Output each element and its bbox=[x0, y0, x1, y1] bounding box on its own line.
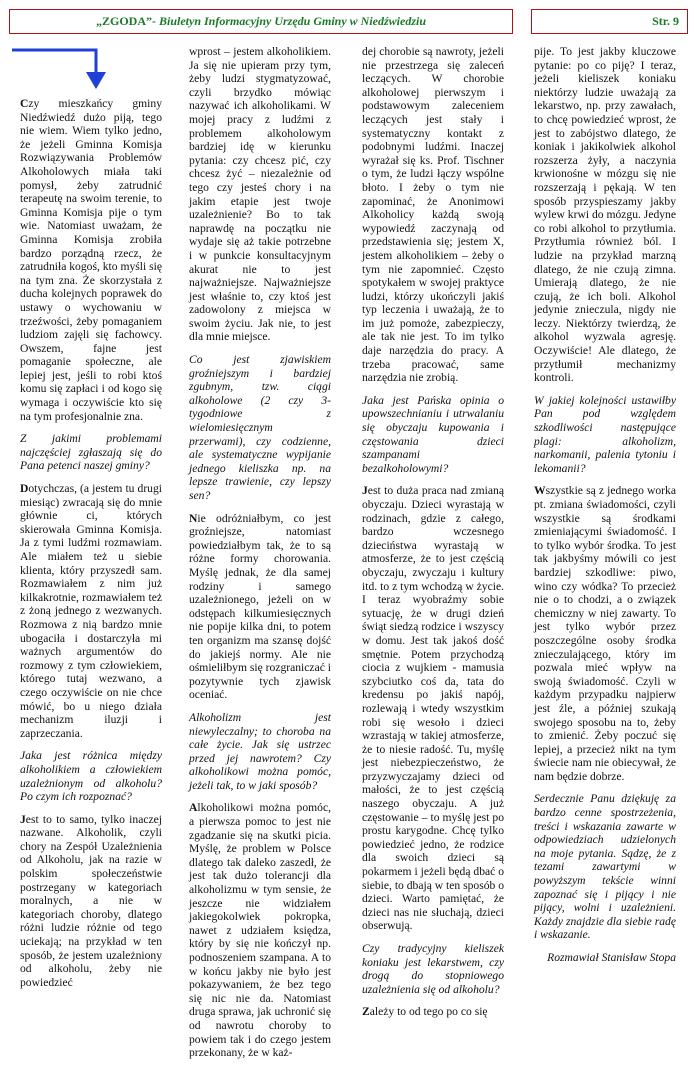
drop-cap: C bbox=[20, 97, 29, 110]
interview-answer bbox=[189, 801, 331, 1059]
interview-answer bbox=[362, 45, 504, 385]
text-column-4 bbox=[534, 45, 676, 974]
drop-cap: J bbox=[20, 812, 26, 826]
drop-cap: N bbox=[189, 511, 198, 525]
interview-question bbox=[189, 711, 331, 793]
interview-answer bbox=[534, 45, 676, 385]
paragraph-text: lkoholikowi można pomóc, a pierwsza pomoc to jest nie zgadzanie się na skutki picia. Myślę, że problem w Polsce dlatego tak daleko zaszedł, że jest tak dużo tolerancji dla alkoholizmu w tym sensie, że jeszcze nie widziałem jakiegokolwiek pokropka, nawet z udziałem księdza, który by się nie kończył np. podnoszeniem szampana. A to w końcu jakby nie było jest pokazywaniem, że bez tego się nic nie da. Natomiast druga sprawa, jak uchronić się od nawrotu choroby to powiem tak i do czego jestem przekonany, że w każ- bbox=[189, 801, 331, 1060]
newsletter-subtitle: - Biuletyn Informacyjny Urzędu Gminy w Niedźwiedziu bbox=[152, 14, 427, 28]
paragraph-text: Serdecznie Panu dziękuję za bardzo cenne spostrzeżenia, treści i wskazania zawarte w odpowiedziach udzielonych na moje pytania. Sądzę, że z tezami zawartymi w powyższym tekście winni zapoznać się i pijący i nie pijący, wolni i uzależnieni. Każdy znajdzie dla siebie radę i wskazanie. bbox=[534, 792, 676, 942]
paragraph-text: Alkoholizm jest niewyleczalny; to choroba na całe życie. Jak się ustrzec przed jej nawrotem? Czy alkoholikowi można pomóc, jeżeli tak, to w jaki sposób? bbox=[189, 710, 331, 792]
interview-answer bbox=[362, 1005, 504, 1019]
paragraph-text: otychczas, (a jestem tu drugi miesiąc) zwracają się do mnie głównie ci, których skierowała Gminna Komisja. Ja z tymi ludźmi rozmawiam. Ale miałem też u siebie klienta, który przyszedł sam. Rozmawiałem z nim już kilkakrotnie, rozmawiałem też z żoną jednego z wezwanych. Rozmowa z nią bardzo mnie ubogaciła i dostarczyła mi ważnych argumentów do rozmowy z tym człowiekiem, którego tutaj wezwano, a czego oczywiście on nie chce mówić, bo u niego działa mechanizm iluzji i zaprzeczania. bbox=[20, 482, 162, 740]
newsletter-name: „ZGODA” bbox=[95, 14, 152, 28]
paragraph-text: W jakiej kolejności ustawiłby Pan pod względem szkodliwości następujące plagi: alkoholizm, narkomanii, palenia tytoniu i lekomanii? bbox=[534, 393, 676, 475]
interview-answer bbox=[189, 512, 331, 702]
drop-cap: Z bbox=[362, 1005, 370, 1019]
paragraph-text: pije. To jest jakby kluczowe pytanie: po co piję? I teraz, jeżeli kieliszek koniaku niektórzy ludzie uważają za lekarstwo, np. przy zawałach, to chcę powiedzieć wprost, że jest to zabójstwo dlatego, że koniak i jakikolwiek alkohol rozszerza żyły, a naczynia krwionośne w mózgu się nie rozszerzają i pękają. W ten sposób przyspieszamy jakby wylew krwi do mózgu. Jedyne co robi alkohol to przytłumia. Przytłumia również ból. I ludzie na przykład marzną dlatego, że nie czują zimna. Umierają dlatego, że nie czują, że ich boli. Alkohol jedynie znieczula, nigdy nie leczy. Niektórzy twierdzą, że alkohol wyzwala agresję. Oczywiście! Ale dlatego, że przytłumił mechanizmy kontroli. bbox=[534, 45, 676, 385]
drop-cap: A bbox=[189, 801, 198, 815]
paragraph-text: dej chorobie są nawroty, jeżeli nie przestrzega się zaleceń leczących. W chorobie alkoholowej pierwszym i podstawowym zaleceniem leczących jest stały i systematyczny kontakt z podobnymi ludźmi. Inaczej wyrażał się ks. Prof. Tischner o tym, że ludzi łączy wspólne błoto. I żeby o tym nie zapominać, że Anonimowi Alkoholicy każdą swoją wypowiedź zaczynają od przedstawienia się; jestem X, jestem alkoholikiem – żeby o tym nie zapomnieć. Często spotykałem w swojej praktyce ludzi, którzy ukończyli jakiś typ leczenia i uważają, że to im już pomoże, zabezpieczy, ale tak nie jest. To im tylko daje narzędzia do pracy. A trzeba pracować, same narzędzia nie zrobią. bbox=[362, 45, 504, 385]
paragraph-text: Z jakimi problemami najczęściej zgłaszają się do Pana petenci naszej gminy? bbox=[20, 432, 162, 473]
interview-answer bbox=[20, 813, 162, 990]
paragraph-text: Jaka jest Pańska opinia o upowszechnianiu i utrwalaniu się obyczaju kupowania i częstowania dzieci szampanami bezalkoholowymi? bbox=[362, 393, 504, 475]
paragraph-text: szystkie są z jednego worka pt. zmiana świadomości, czyli wszystkie są środkami zmieniającymi świadomość. I to tylko wybór środka. To jest tak jakbyśmy mówili co jest bardziej szkodliwe: piwo, wino czy wódka? To przecież nie o to chodzi, a o związek chemiczny w niej zawarty. To jest tylko wybór przez poszczególne osoby środka znieczulającego, który im pozwala mieć wpływ na swoją świadomość. Czyli w każdym przypadku najpierw jest źle, a później szukają swojego sposobu na to, żeby to zmienić. Żeby poczuć się lepiej, a przecież nikt na tym świecie nam nie obiecywał, że nam będzie dobrze. bbox=[534, 484, 676, 783]
paragraph-text: Jaka jest różnica między alkoholikiem a człowiekiem uzależnionym od alkoholu? Po czym ich rozpoznać? bbox=[20, 749, 162, 804]
interview-answer bbox=[189, 45, 331, 344]
text-column-2 bbox=[189, 45, 331, 1069]
interview-question bbox=[20, 432, 162, 473]
text-column-1 bbox=[20, 97, 162, 998]
arrow-down-right-icon bbox=[10, 46, 106, 90]
paragraph-text: est to to samo, tylko inaczej nazwane. Alkoholik, czyli chory na Zespół Uzależnienia od Alkoholu, jak na razie w polskim społeczeństwie postrzegany w kategoriach moralnych, a nie w kategoriach choroby, dlatego różni ludzie różnie od tego uciekają; na przykład w ten sposób, że jestem uzależniony od alkoholu, żeby nie powiedzieć bbox=[20, 812, 162, 989]
interview-question bbox=[534, 394, 676, 476]
interview-question bbox=[362, 942, 504, 996]
page-number: Str. 9 bbox=[652, 14, 679, 28]
drop-cap: J bbox=[362, 484, 368, 498]
interview-answer bbox=[20, 482, 162, 740]
interview-question bbox=[20, 749, 162, 803]
interview-answer bbox=[20, 97, 162, 423]
paragraph-text: zy mieszkańcy gminy Niedźwiedź dużo piją, tego nie wiem. Wiem tylko jedno, że jeżeli Gminna Komisja Rozwiązywania Problemów Alkoholowych miała taki pomysł, żeby zatrudnić terapeutę na swoim terenie, to Gminna Komisja pije o tym wie. Natomiast uważam, że Gminna Komisja zrobiła bardzo porządną rzecz, że zatrudniła kogoś, kto myśli się na tym zna. Że skorzystała z ducha kolejnych poprawek do ustawy o wychowaniu w trzeźwości, żeby pomaganiem ludziom zajęli się fachowcy. Owszem, fajne jest pomaganie społeczne, ale lepiej jest, jeśli to robi ktoś komu się zapłaci i od kogo się wymaga i oczywiście kto się na tym profesjonalnie zna. bbox=[20, 97, 163, 423]
interview-question bbox=[534, 792, 676, 942]
page-number-box bbox=[531, 9, 688, 34]
paragraph-text: Czy tradycyjny kieliszek koniaku jest lekarstwem, czy drogą do stopniowego uzależnienia się od alkoholu? bbox=[362, 942, 504, 996]
interview-question bbox=[362, 394, 504, 476]
interview-question bbox=[189, 353, 331, 503]
header-title-box bbox=[9, 9, 513, 34]
paragraph-text: Co jest zjawiskiem groźniejszym i bardziej zgubnym, tzw. ciągi alkoholowe (2 czy 3-tygodniowe z wielomiesięcznym przerwami), czy codzienne, ale systematyczne wypijanie jednego kieliszka np. na lepsze trawienie, czy lepszy sen? bbox=[189, 353, 331, 502]
author-signature bbox=[534, 951, 676, 965]
interview-answer bbox=[534, 484, 676, 783]
paragraph-text: est to duża praca nad zmianą obyczaju. Dzieci wyrastają w rodzinach, gdzie z całego, bardzo wczesnego dzieciństwa wyrastają w atmosferze, że to jest częścią obyczaju, zwyczaju i kultury itd. to z tym wchodzą w życie. I teraz wyobraźmy sobie sytuację, że w drugi dzień świąt siedzą rodzice i wszyscy w domu. Jest tak jakoś dość smętnie. Potem przychodzą ciocia z wujkiem - mamusia szybciutko coś da, tata do kredensu po jakiś napój, rozlewają i wtedy wszystkim robi się wesoło i dzieci wzrastają w takiej atmosferze, że to niesie radość. Tu, myślę jest niebezpieczeństwo, że przyzwyczajamy dzieci od małości, że to jest częścią naszego obyczaju. A już częstowanie – to myślę jest po prostu karygodne. Chcę tylko powiedzieć jedno, że rodzice dla swoich dzieci są pokarmem i jeżeli będą dbać o siebie, to dbają w ten sposób o dzieci. Warto pamiętać, że dzieci nas nie słuchają, dzieci obserwują. bbox=[362, 484, 505, 933]
paragraph-text: Rozmawiał Stanisław Stopa bbox=[547, 951, 676, 964]
drop-cap: D bbox=[20, 482, 29, 496]
text-column-3 bbox=[362, 45, 504, 1028]
interview-answer bbox=[362, 484, 504, 933]
paragraph-text: wprost – jestem alkoholikiem. Ja się nie upieram przy tym, żeby ludzi stygmatyzować, czyli brzydko mówiąc nazywać ich alkoholikami. W mojej pracy z ludźmi z problemem alkoholowym bardziej idę w kierunku pytania: czy chcesz pić, czy chcesz żyć – niezależnie od tego czy jesteś chory i na jakim etapie jest twoje uzależnienie? Bo to tak naprawdę na początku nie wydaje się aż takie potrzebne i w punkcie konsultacyjnym akurat nie to jest najważniejsze. Najważniejsze jest właśnie to, czy ktoś jest zadowolony z miejsca w swoim życiu. Jak nie, to jest dla mnie miejsce. bbox=[189, 45, 331, 344]
paragraph-text: ależy to od tego po co się bbox=[369, 1005, 488, 1019]
drop-cap: W bbox=[534, 484, 546, 498]
paragraph-text: ie odróżniałbym, co jest groźniejsze, natomiast powiedziałbym tak, że to są różne formy chorowania. Myślę jednak, że dla samej rodziny i samego uzależnionego, jeżeli on w odstępach kilkumiesięcznych nie popije kilka dni, to potem ten organizm ma szansę dojść do jakiejś normy. Ale nie ośmieliłbym się rozgraniczać i pozytywnie tych zjawisk oceniać. bbox=[189, 511, 331, 702]
